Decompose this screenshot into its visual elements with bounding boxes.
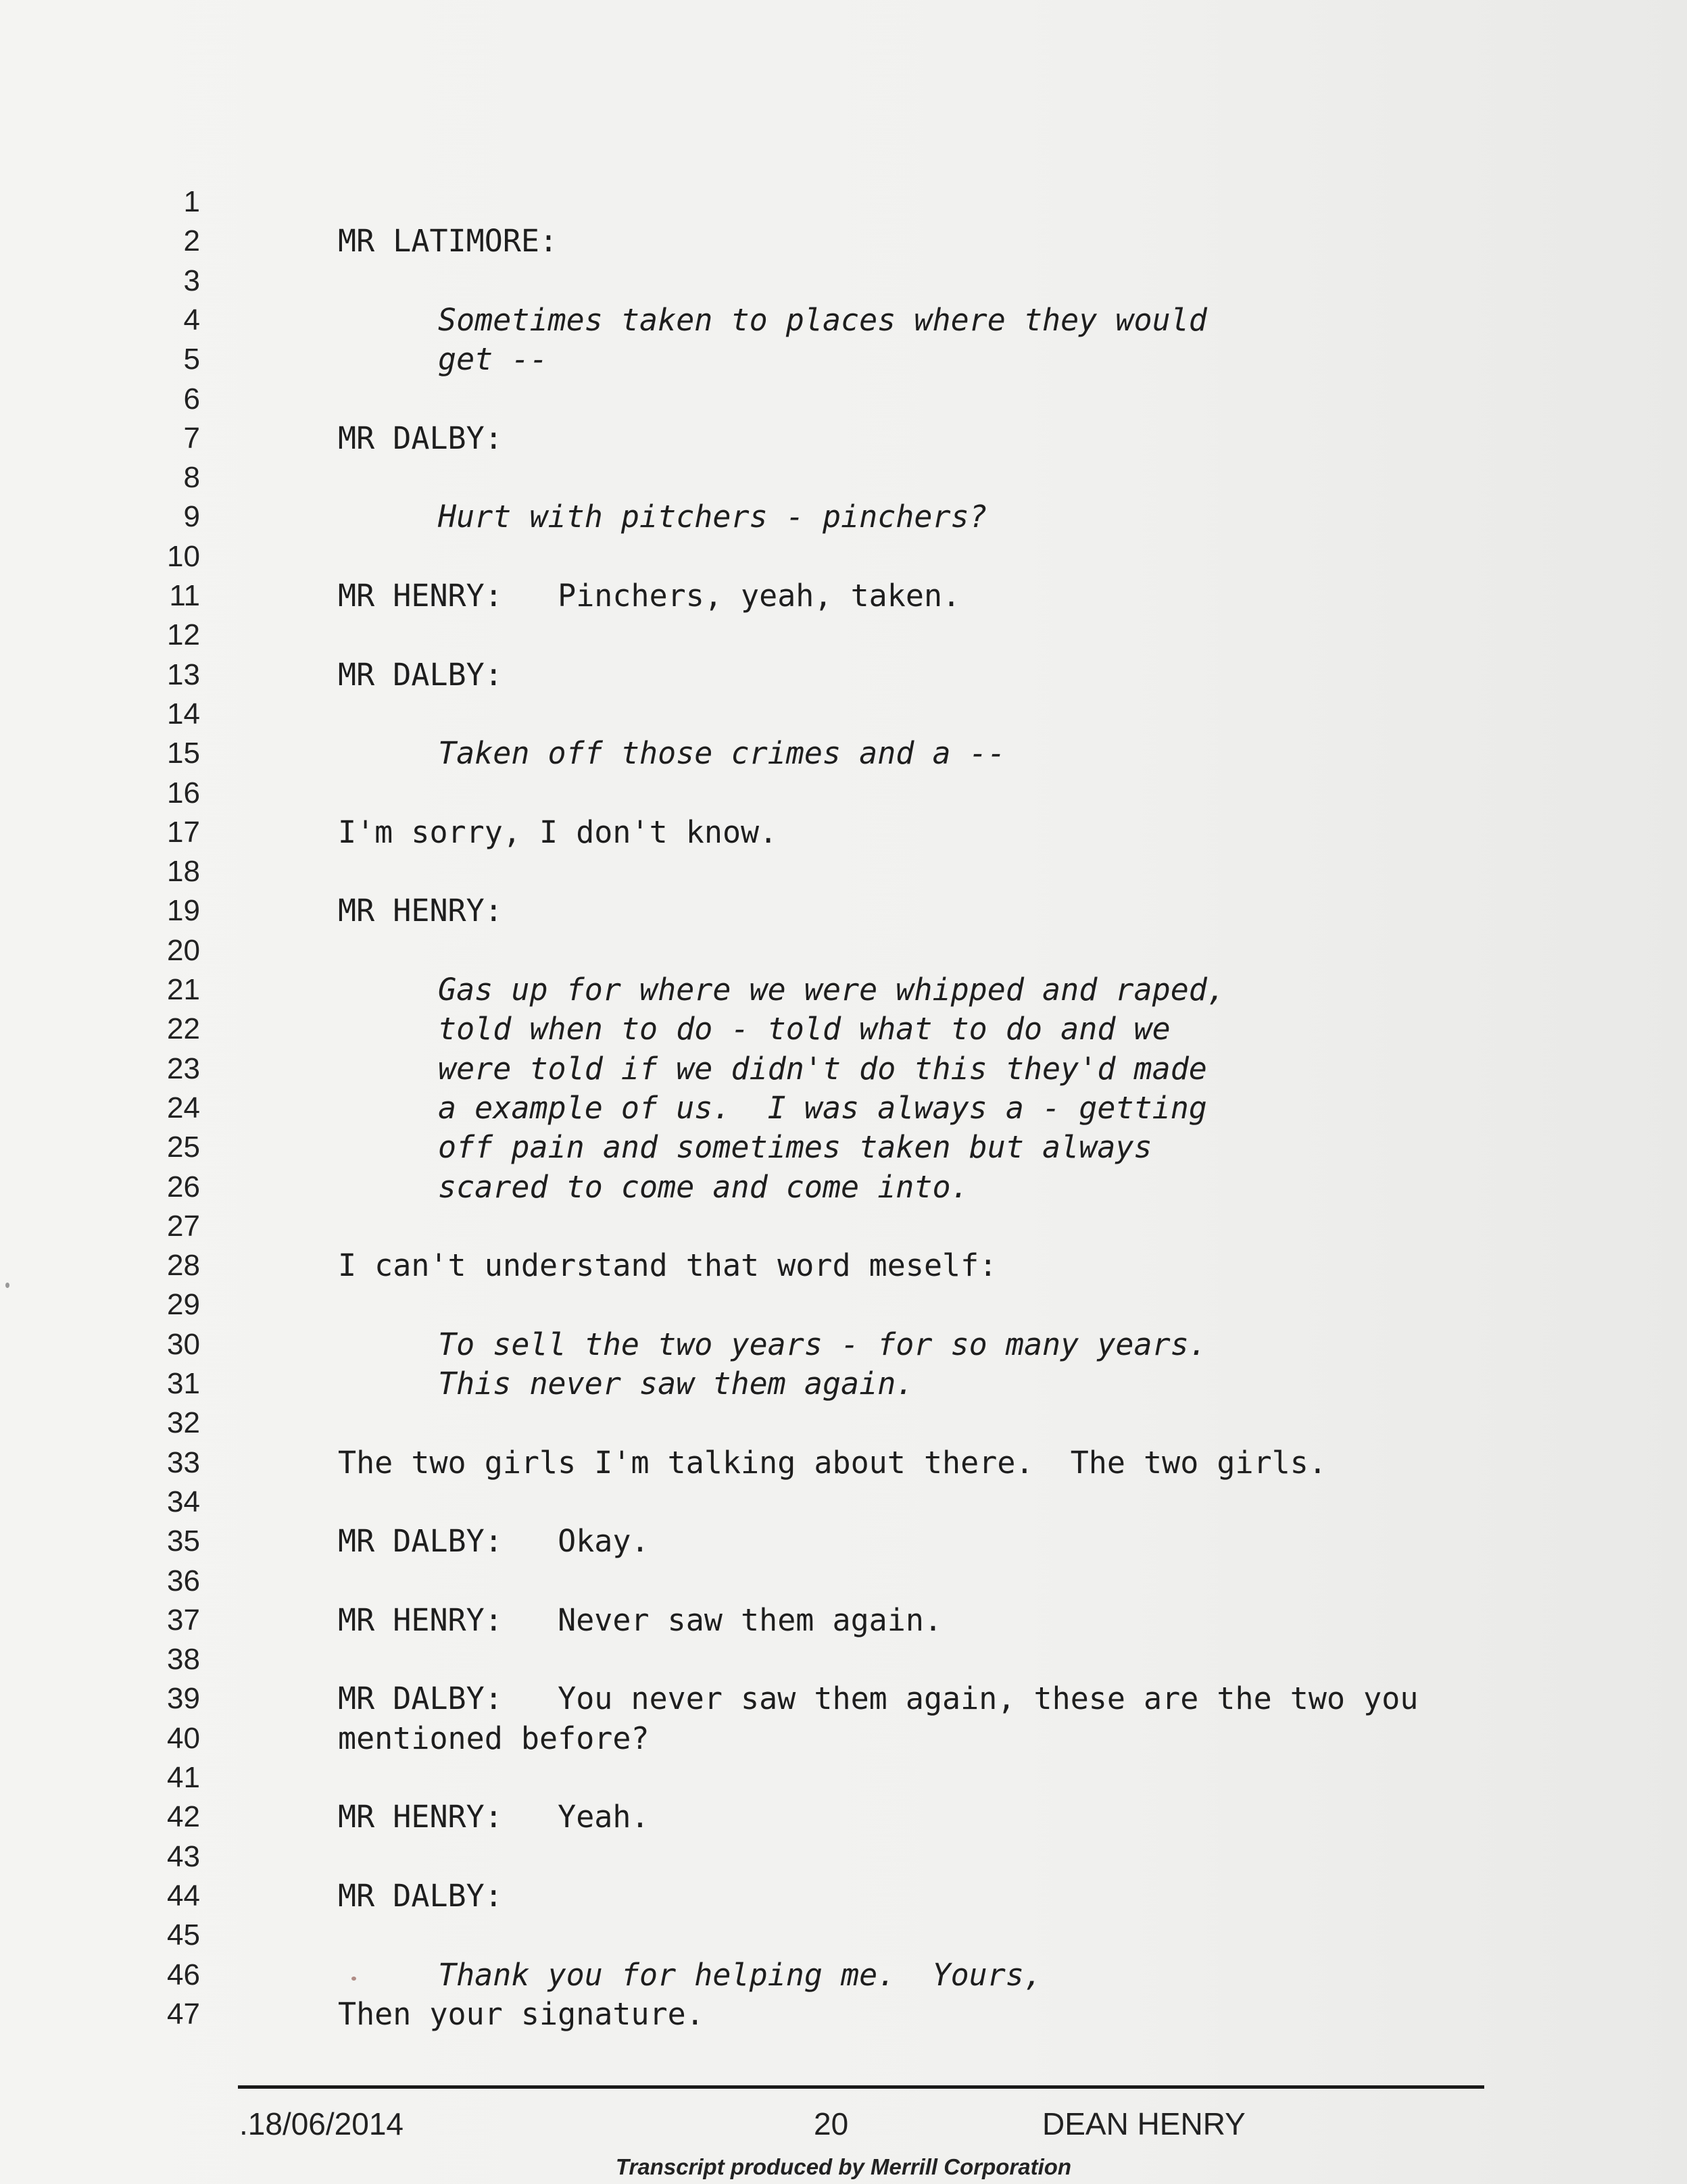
transcript-line [0, 891, 1687, 930]
transcript-line [0, 1207, 1687, 1246]
line-number: 36 [167, 1564, 200, 1597]
line-number: 25 [167, 1131, 200, 1164]
footer-page-number: 20 [814, 2106, 849, 2141]
quoted-text: Thank you for helping me. Yours, [438, 1956, 1043, 1993]
transcript-line [0, 380, 1687, 419]
line-text: I'm sorry, I don't know. [338, 814, 778, 850]
line-text: The two girls I'm talking about there. The two girls. [338, 1444, 1327, 1481]
line-number: 7 [183, 421, 200, 455]
transcript-line [0, 1285, 1687, 1324]
footer-rule [238, 2085, 1484, 2089]
line-number: 38 [167, 1643, 200, 1677]
quoted-text: Sometimes taken to places where they would [438, 301, 1207, 338]
line-number: 19 [167, 894, 200, 928]
line-number: 2 [183, 224, 200, 258]
line-text: MR DALBY: [338, 420, 503, 456]
transcript-line [0, 1404, 1687, 1443]
transcript-line [0, 1640, 1687, 1679]
transcript-line [0, 970, 1687, 1010]
line-text: MR DALBY: Okay. [338, 1523, 650, 1560]
quoted-text: Taken off those crimes and a -- [438, 735, 1006, 772]
transcript-line [0, 695, 1687, 734]
line-number: 42 [167, 1800, 200, 1834]
quoted-text: off pain and sometimes taken but always [438, 1129, 1152, 1166]
line-number: 34 [167, 1485, 200, 1518]
line-number: 23 [167, 1051, 200, 1085]
footer-credit: Transcript produced by Merrill Corporation [615, 2154, 1072, 2179]
transcript-line [0, 1601, 1687, 1640]
line-text: MR HENRY: [338, 893, 503, 929]
quoted-text: told when to do - told what to do and we [438, 1011, 1171, 1047]
transcript-line [0, 1364, 1687, 1404]
line-number: 10 [167, 539, 200, 573]
quoted-text: get -- [438, 341, 548, 378]
transcript-line [0, 1049, 1687, 1089]
line-number: 14 [167, 697, 200, 730]
line-number: 6 [183, 382, 200, 416]
transcript-line [0, 1956, 1687, 1995]
line-number: 13 [167, 657, 200, 691]
transcript-line [0, 1246, 1687, 1285]
line-number: 27 [167, 1209, 200, 1243]
line-number: 39 [167, 1682, 200, 1716]
line-number: 33 [167, 1445, 200, 1479]
line-number: 21 [167, 973, 200, 1006]
line-text: MR DALBY: [338, 1877, 503, 1914]
transcript-line [0, 1522, 1687, 1561]
line-text: MR HENRY: Pinchers, yeah, taken. [338, 578, 961, 614]
transcript-line [0, 1797, 1687, 1837]
transcript-line [0, 262, 1687, 301]
transcript-line [0, 1562, 1687, 1601]
transcript-line [0, 419, 1687, 458]
line-number: 22 [167, 1012, 200, 1046]
quoted-text: Gas up for where we were whipped and raped, [438, 972, 1225, 1008]
transcript-line [0, 1719, 1687, 1758]
transcript-line [0, 931, 1687, 970]
line-text: MR DALBY: You never saw them again, these are the two you [338, 1681, 1419, 1717]
transcript-line [0, 1679, 1687, 1718]
transcript-line [0, 1443, 1687, 1483]
line-text: I can't understand that word meself: [338, 1247, 998, 1284]
line-number: 24 [167, 1091, 200, 1124]
transcript-line [0, 1089, 1687, 1128]
line-text: MR HENRY: Never saw them again. [338, 1602, 943, 1638]
line-number: 4 [183, 303, 200, 337]
transcript-line [0, 1837, 1687, 1877]
line-number: 26 [167, 1170, 200, 1203]
line-number: 9 [183, 500, 200, 534]
transcript-line [0, 774, 1687, 813]
line-text: MR HENRY: Yeah. [338, 1799, 650, 1835]
transcript-line [0, 182, 1687, 222]
transcript-line [0, 537, 1687, 576]
transcript-line [0, 576, 1687, 616]
transcript-line [0, 734, 1687, 773]
transcript-line [0, 1483, 1687, 1522]
transcript-line [0, 1010, 1687, 1049]
quoted-text: To sell the two years - for so many years. [438, 1326, 1207, 1362]
line-number: 5 [183, 343, 200, 376]
transcript-line [0, 301, 1687, 340]
line-number: 28 [167, 1249, 200, 1283]
line-number: 29 [167, 1288, 200, 1322]
quoted-text: scared to come and come into. [438, 1168, 969, 1205]
transcript-line [0, 1995, 1687, 2034]
transcript-line [0, 1916, 1687, 1955]
paper-speck [5, 1283, 9, 1288]
line-number: 17 [167, 815, 200, 849]
line-number: 46 [167, 1958, 200, 1991]
line-number: 3 [183, 264, 200, 297]
quoted-text: were told if we didn't do this they'd made [438, 1050, 1207, 1087]
line-number: 31 [167, 1367, 200, 1400]
line-number: 41 [167, 1761, 200, 1794]
footer-date: .18/06/2014 [239, 2106, 404, 2141]
transcript-line [0, 1758, 1687, 1797]
transcript-line [0, 222, 1687, 261]
line-number: 30 [167, 1327, 200, 1361]
quoted-text: This never saw them again. [438, 1366, 914, 1401]
transcript-line [0, 852, 1687, 891]
transcript-line [0, 1168, 1687, 1207]
transcript-line [0, 616, 1687, 655]
line-text: Then your signature. [338, 1995, 704, 2032]
quoted-text: Hurt with pitchers - pinchers? [438, 499, 987, 535]
line-text: mentioned before? [338, 1720, 650, 1756]
transcript-line [0, 1128, 1687, 1167]
line-number: 15 [167, 737, 200, 770]
line-number: 35 [167, 1524, 200, 1558]
line-text: MR DALBY: [338, 656, 503, 693]
transcript-line [0, 458, 1687, 497]
line-number: 20 [167, 933, 200, 967]
line-number: 37 [167, 1603, 200, 1637]
footer-witness-name: DEAN HENRY [1042, 2106, 1246, 2141]
transcript-line [0, 1877, 1687, 1916]
line-number: 11 [169, 579, 200, 612]
transcript-line [0, 813, 1687, 852]
line-number: 45 [167, 1918, 200, 1952]
paper-speck [351, 1977, 356, 1981]
transcript-line [0, 655, 1687, 695]
line-number: 16 [167, 776, 200, 810]
line-number: 44 [167, 1879, 200, 1912]
line-number: 47 [167, 1997, 200, 2031]
line-number: 8 [183, 461, 200, 495]
line-number: 18 [167, 855, 200, 889]
transcript-line [0, 497, 1687, 537]
quoted-text: a example of us. I was always a - getting [438, 1089, 1207, 1126]
line-number: 40 [167, 1721, 200, 1755]
line-number: 12 [167, 618, 200, 652]
line-number: 32 [167, 1406, 200, 1440]
line-number: 43 [167, 1839, 200, 1873]
line-text: MR LATIMORE: [338, 223, 558, 259]
transcript-line [0, 1325, 1687, 1364]
transcript-line [0, 340, 1687, 379]
line-number: 1 [183, 185, 200, 218]
